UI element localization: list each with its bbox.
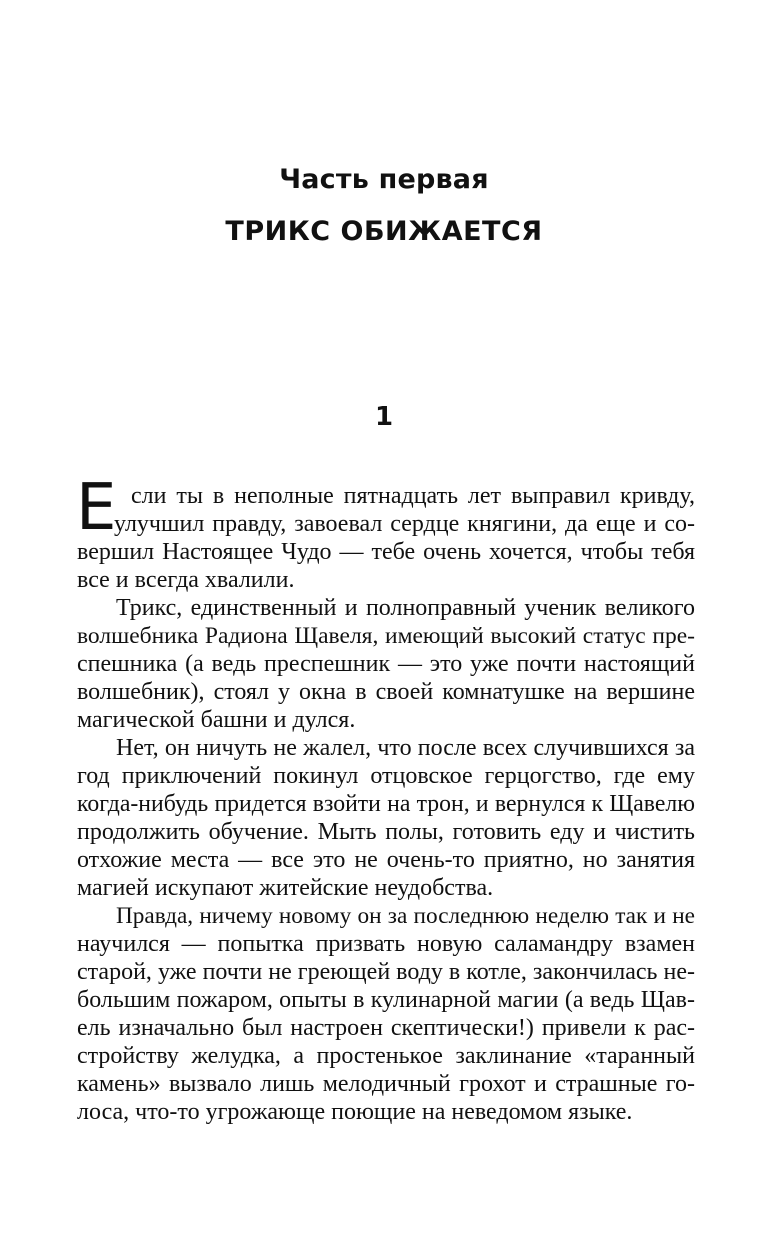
text-line: Правда, ничему новому он за последнюю неделю так и не <box>116 903 695 929</box>
text-line: волшебник), стоял у окна в своей комнатушке на вершине <box>77 679 695 705</box>
text-line: продолжить обучение. Мыть полы, готовить еду и чистить <box>77 819 695 845</box>
chapter-number: 1 <box>374 402 394 432</box>
text-line: лоса, что-то угрожающе поющие на неведомом языке. <box>77 1099 633 1125</box>
text-line: Трикс, единственный и полноправный ученик великого <box>116 595 695 621</box>
text-line: магией искупают житейские неудобства. <box>77 875 494 901</box>
part-title: ТРИКС ОБИЖАЕТСЯ <box>225 216 543 247</box>
text-line: сли ты в неполные пятнадцать лет выправил кривду, <box>131 483 695 509</box>
text-line: улучшил правду, завоевал сердце княгини, да еще и со- <box>114 511 695 537</box>
text-line: когда-нибудь придется взойти на трон, и вернулся к Щавелю <box>77 791 695 817</box>
drop-cap: Е <box>76 471 117 545</box>
text-line: камень» вызвало лишь мелодичный грохот и страшные го- <box>77 1071 695 1097</box>
text-line: ель изначально был настроен скептически!) привели к рас- <box>77 1015 695 1041</box>
text-line: старой, уже почти не греющей воду в котле, закончилась не- <box>77 959 695 985</box>
text-line: большим пожаром, опыты в кулинарной магии (а ведь Щав- <box>77 987 695 1013</box>
text-line: все и всегда хвалили. <box>77 567 295 593</box>
text-line: научился — попытка призвать новую саламандру взамен <box>77 931 695 957</box>
text-line: отхожие места — все это не очень-то приятно, но занятия <box>77 847 695 873</box>
text-line: стройству желудка, а простенькое заклинание «таранный <box>77 1043 695 1069</box>
text-line: вершил Настоящее Чудо — тебе очень хочется, чтобы тебя <box>77 539 695 565</box>
part-label: Часть первая <box>279 164 489 195</box>
text-line: Нет, он ничуть не жалел, что после всех случившихся за <box>116 735 695 761</box>
text-line: спешника (а ведь преспешник — это уже почти настоящий <box>77 651 695 677</box>
text-line: магической башни и дулся. <box>77 707 356 733</box>
text-line: волшебника Радиона Щавеля, имеющий высокий статус пре- <box>77 623 695 649</box>
text-line: год приключений покинул отцовское герцогство, где ему <box>77 763 695 789</box>
